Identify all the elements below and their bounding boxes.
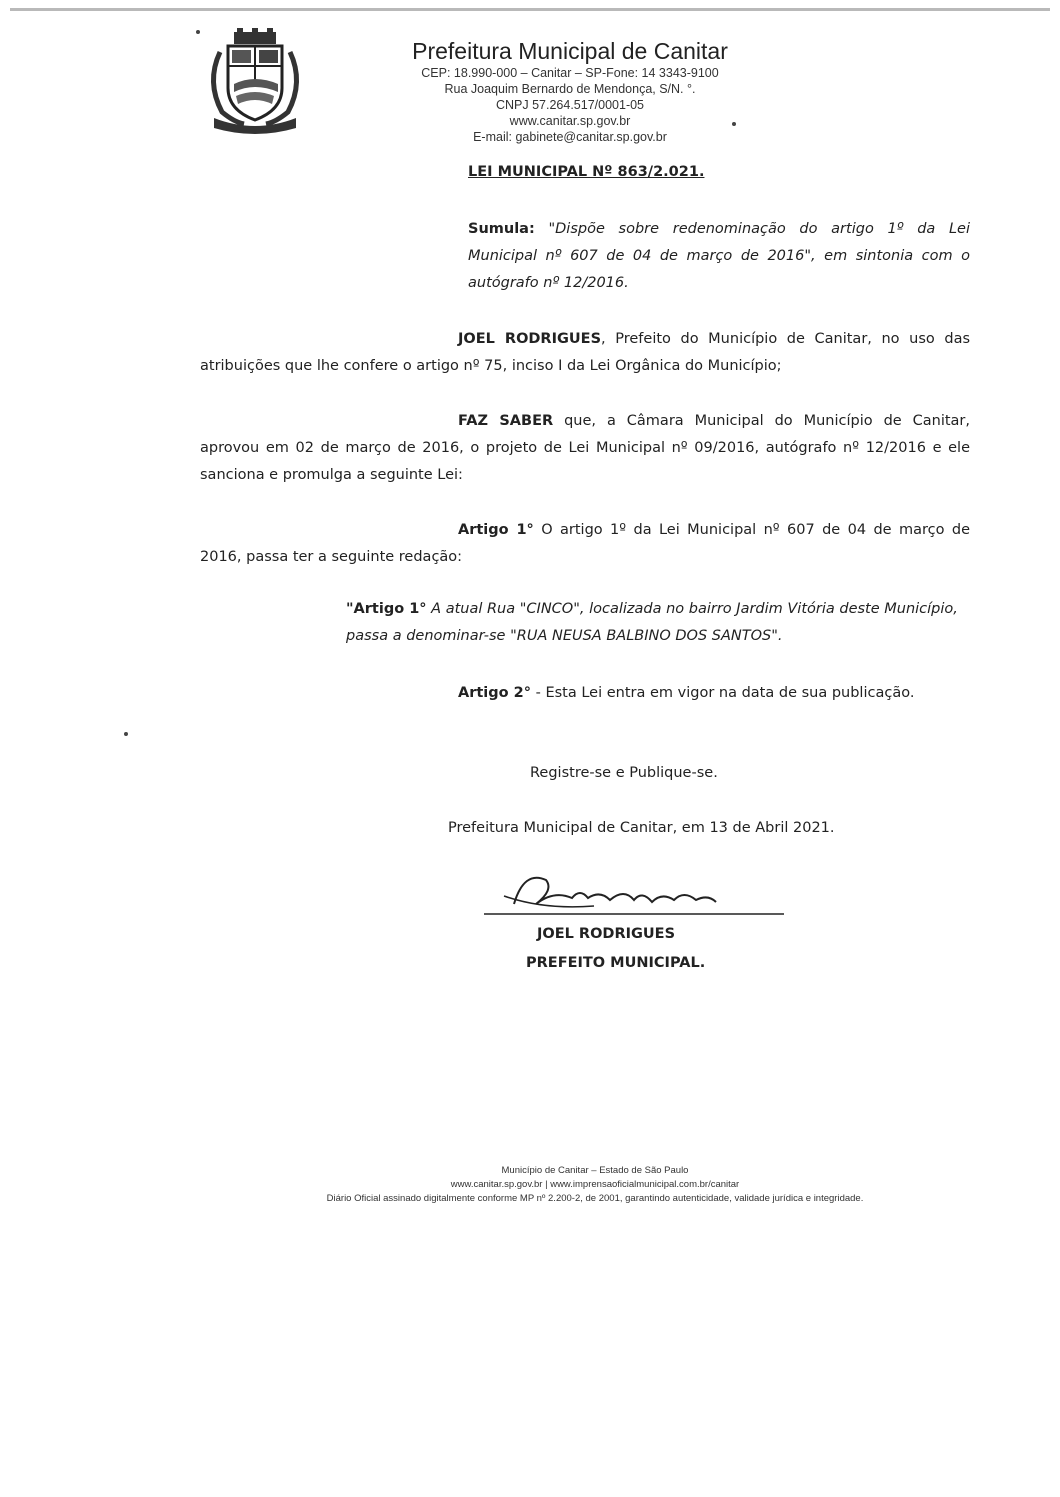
faz-saber-text: que, a Câmara Municipal do Município de Canitar, aprovou em 02 de março de 2016, o projeto de Lei Municipal nº 09/2016, autógrafo nº 12/2016 e ele sanciona e promulga a seguinte Lei:: [200, 413, 971, 483]
handwritten-signature: [484, 860, 788, 924]
summary-text: "Dispõe sobre redenominação do artigo 1º da Lei Municipal nº 607 de 04 de março de 2016": [468, 221, 971, 264]
article-2-paragraph: [200, 680, 970, 707]
preamble-paragraph: [200, 326, 970, 380]
municipality-title: Prefeitura Municipal de Canitar: [412, 38, 728, 64]
summary-tail: , em sintonia com o autógrafo nº 12/2016.: [468, 248, 970, 291]
quoted-article-label: "Artigo 1°: [346, 601, 427, 617]
register-line: Registre-se e Publique-se.: [530, 765, 718, 781]
scan-speck: [124, 732, 128, 736]
article-2-label: Artigo 2°: [458, 685, 532, 701]
law-title: LEI MUNICIPAL Nº 863/2.021.: [468, 164, 705, 180]
date-line: Prefeitura Municipal de Canitar, em 13 de Abril 2021.: [448, 820, 835, 836]
cep-phone-line: CEP: 18.990-000 – Canitar – SP-Fone: 14 3343-9100: [421, 66, 719, 80]
signatory-name: JOEL RODRIGUES: [537, 926, 676, 942]
article-1-label: Artigo 1°: [458, 522, 534, 538]
article-1-text: O artigo 1º da Lei Municipal nº 607 de 04 de março de 2016, passa ter a seguinte redação:: [200, 522, 970, 565]
cnpj-line: CNPJ 57.264.517/0001-05: [495, 98, 645, 112]
email-line: E-mail: gabinete@canitar.sp.gov.br: [473, 130, 667, 144]
quoted-article-text: A atual Rua "CINCO", localizada no bairro Jardim Vitória deste Município, passa a denominar-se "RUA NEUSA BALBINO DOS SANTOS".: [346, 601, 958, 644]
mayor-name: JOEL RODRIGUES: [458, 331, 602, 347]
law-summary: [468, 216, 970, 297]
preamble-text: , Prefeito do Município de Canitar, no uso das atribuições que lhe confere o artigo nº 75, inciso I da Lei Orgânica do Município;: [200, 331, 971, 374]
faz-saber-paragraph: [200, 408, 970, 489]
signatory-role: PREFEITO MUNICIPAL.: [526, 955, 706, 971]
quoted-article: [346, 596, 970, 650]
municipal-crest-logo: [200, 26, 310, 136]
scan-speck: [732, 122, 736, 126]
article-2-text: - Esta Lei entra em vigor na data de sua publicação.: [531, 685, 915, 701]
letterhead: [360, 38, 780, 145]
footer-line-1: Município de Canitar – Estado de São Paulo: [501, 1165, 689, 1176]
scan-speck: [196, 30, 200, 34]
top-rule: [10, 8, 1050, 11]
faz-saber-label: FAZ SABER: [458, 413, 554, 429]
footer: [180, 1164, 1010, 1206]
article-1-paragraph: [200, 517, 970, 571]
summary-label: Sumula:: [468, 221, 535, 237]
address-line: Rua Joaquim Bernardo de Mendonça, S/N. °.: [444, 82, 696, 96]
footer-line-3: Diário Oficial assinado digitalmente conforme MP nº 2.200-2, de 2001, garantindo autenticidade, validade jurídica e integridade.: [326, 1193, 864, 1204]
footer-line-2: www.canitar.sp.gov.br | www.imprensaoficialmunicipal.com.br/canitar: [450, 1179, 740, 1190]
website-line: www.canitar.sp.gov.br: [509, 114, 631, 128]
